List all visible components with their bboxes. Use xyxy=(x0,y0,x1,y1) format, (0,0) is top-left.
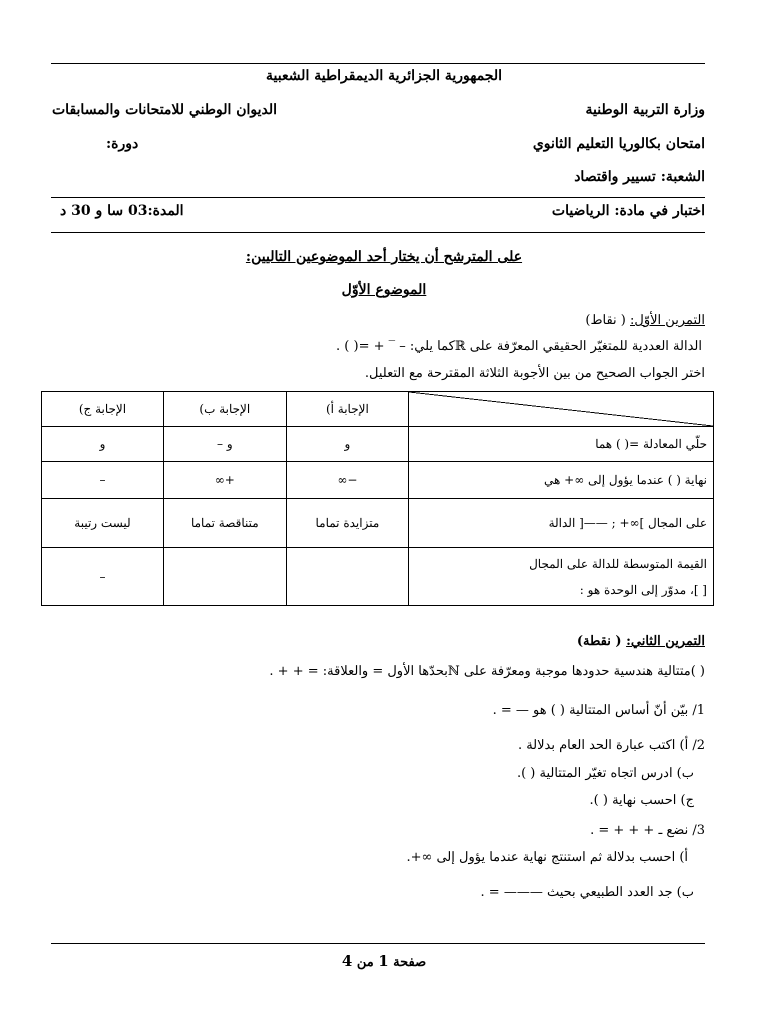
ex2-q2a: 2/ أ) اكتب عبارة الحد العام بدلالة . xyxy=(517,738,705,753)
ex1-heading xyxy=(585,313,705,328)
ex2-sequence-def: ( )متتالية هندسية حدودها موجبة ومعرّفة على ℕبحدّها الأول = والعلاقة: = + + . xyxy=(269,664,705,679)
row4-answer-a xyxy=(286,548,408,606)
header-bottom-rule xyxy=(51,232,705,233)
instruction: على المترشح أن يختار أحد الموضوعين التاليين: xyxy=(245,249,523,265)
exam-office: الديوان الوطني للامتحانات والمسابقات xyxy=(52,102,278,118)
row4-question-line1: القيمة المتوسطة للدالة على المجال xyxy=(529,556,707,571)
ex2-points: ( نقطة) xyxy=(576,634,622,649)
page-current: 1 xyxy=(378,952,389,970)
ex2-title: التمرين الثاني: xyxy=(626,634,705,649)
session-label: دورة: xyxy=(106,136,139,152)
duration-label: المدة: xyxy=(147,203,184,219)
row4-answer-c: – xyxy=(42,548,164,606)
duration xyxy=(60,203,184,219)
row2-question: نهاية ( ) عندما يؤول إلى ∞+ هي xyxy=(409,462,714,499)
ex2-q3b: ب) جد العدد الطبيعي بحيث ——— = . xyxy=(480,885,694,900)
page-total: 4 xyxy=(341,952,353,970)
row3-question: على المجال ]∞+ ; ——[ الدالة xyxy=(409,499,714,548)
row1-answer-c: و xyxy=(42,427,164,462)
header-mid-rule xyxy=(51,197,705,198)
ex1-function-def: الدالة العددية للمتغيّر الحقيقي المعرّفة على ℝكما يلي: – ‾ + =( ) . xyxy=(336,339,702,354)
row1-answer-b: و – xyxy=(163,427,286,462)
row1-answer-a: و xyxy=(286,427,408,462)
row3-answer-a: متزايدة تماما xyxy=(286,499,408,548)
header-top-rule xyxy=(51,63,705,64)
row1-question: حلّي المعادلة =( ) هما xyxy=(409,427,714,462)
branch: الشعبة: تسيير واقتصاد xyxy=(574,169,705,185)
page-of: من xyxy=(356,955,374,970)
row2-answer-c: – xyxy=(42,462,164,499)
row2-answer-b: +∞ xyxy=(163,462,286,499)
row4-question-line2: [ ]، مدوّر إلى الوحدة هو : xyxy=(579,582,707,597)
ex2-q3: 3/ نضع ـ + + + = . xyxy=(590,823,705,838)
header-answer-a: الإجابة أ) xyxy=(286,392,408,427)
row4-answer-b xyxy=(163,548,286,606)
ex2-q3a: أ) احسب بدلالة ثم استنتج نهاية عندما يؤول إلى ∞+. xyxy=(406,850,688,865)
exam-name: امتحان بكالوريا التعليم الثانوي xyxy=(532,136,705,152)
ex1-instruction: اختر الجواب الصحيح من بين الأجوبة الثلاثة المقترحة مع التعليل. xyxy=(364,366,705,381)
ex2-q2c: ج) احسب نهاية ( ). xyxy=(589,793,694,808)
duration-value: 03 سا و 30 د xyxy=(60,203,148,219)
table-corner-cell xyxy=(409,392,714,427)
page-number xyxy=(0,952,768,970)
subject: اختبار في مادة: الرياضيات xyxy=(551,203,705,219)
ex1-points: ( نقاط) xyxy=(585,313,626,328)
page-label: صفحة xyxy=(393,955,427,970)
header-answer-c: الإجابة ج) xyxy=(42,392,164,427)
header-answer-b: الإجابة ب) xyxy=(163,392,286,427)
republic-title: الجمهورية الجزائرية الديمقراطية الشعبية xyxy=(265,68,502,84)
qcm-table xyxy=(41,391,714,606)
row3-answer-c: ليست رتيبة xyxy=(42,499,164,548)
row2-answer-a: −∞ xyxy=(286,462,408,499)
ex2-q2b: ب) ادرس اتجاه تغيّر المتتالية ( ). xyxy=(516,766,694,781)
ex1-title: التمرين الأوّل: xyxy=(630,313,705,328)
row3-answer-b: متناقصة تماما xyxy=(163,499,286,548)
footer-rule xyxy=(51,943,705,944)
ex2-q1: 1/ بيّن أنّ أساس المتتالية ( ) هو — = . xyxy=(492,703,705,718)
ex2-heading xyxy=(577,634,705,649)
subject-title: الموضوع الأوّل xyxy=(341,282,427,298)
row4-question xyxy=(409,548,714,606)
ministry: وزارة التربية الوطنية xyxy=(585,102,705,118)
